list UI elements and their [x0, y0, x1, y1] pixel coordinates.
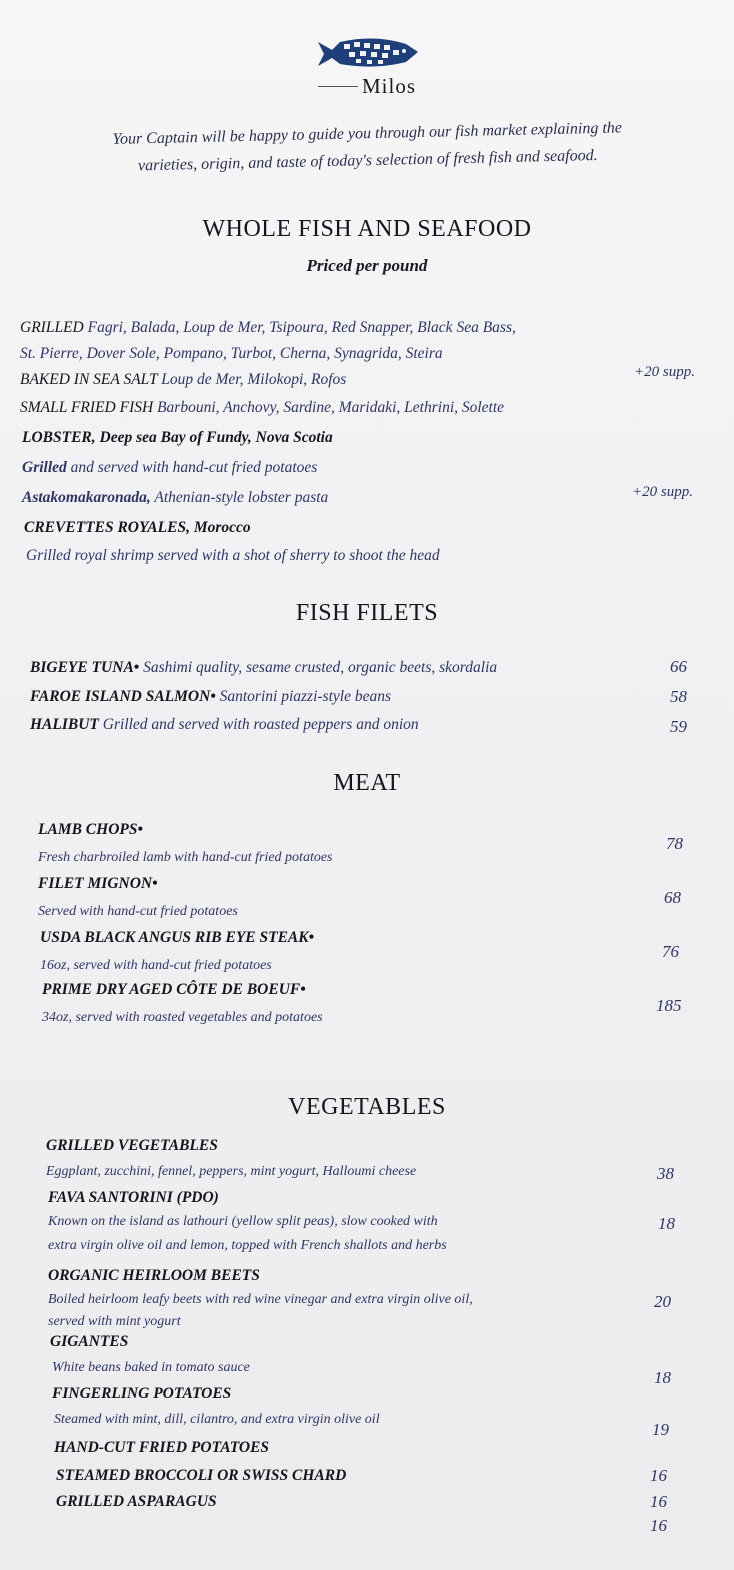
grilled-label: GRILLED [20, 319, 84, 336]
veg-item-name [48, 1266, 260, 1286]
lobster-grilled-desc: and served with hand-cut fried potatoes [66, 459, 318, 476]
veg-item-desc [52, 1358, 250, 1378]
item-name: PRIME DRY AGED CÔTE DE BOEUF• [42, 981, 306, 998]
meat-item-name [42, 980, 306, 1000]
item-desc: White beans baked in tomato sauce [52, 1360, 250, 1375]
meat-item-desc [40, 956, 272, 976]
veg-item-desc [48, 1312, 181, 1332]
item-price: 16 [650, 1466, 667, 1485]
item-desc: Served with hand-cut fried potatoes [38, 904, 238, 919]
veg-item-name [48, 1188, 219, 1208]
item-desc: served with mint yogurt [48, 1314, 181, 1329]
veg-item-name [54, 1438, 269, 1458]
item-desc: Grilled and served with roasted peppers and onion [98, 716, 419, 733]
item-desc: Santorini piazzi-style beans [215, 688, 391, 705]
veg-item-name [56, 1492, 217, 1512]
item-desc: Sashimi quality, sesame crusted, organic beets, skordalia [139, 659, 498, 676]
meat-item-desc [38, 902, 238, 922]
lobster-label: LOBSTER, Deep sea Bay of Fundy, Nova Scotia [22, 429, 333, 446]
grilled-line-2 [20, 344, 443, 364]
veg-item-name [46, 1136, 218, 1156]
item-price: 185 [656, 996, 682, 1015]
crevettes-line [24, 518, 251, 538]
veg-item-name [50, 1332, 128, 1352]
item-name: GRILLED VEGETABLES [46, 1137, 218, 1154]
meat-item-desc [42, 1008, 323, 1028]
fish-filets-title: FISH FILETS [295, 600, 439, 626]
item-price: 58 [670, 687, 687, 706]
veg-item-desc [46, 1162, 416, 1182]
veg-item-desc [48, 1290, 473, 1310]
item-name: LAMB CHOPS• [38, 821, 143, 838]
intro-line: varieties, origin, and taste of today's selection of fresh fish and seafood. [137, 146, 598, 175]
item-desc: Known on the island as lathouri (yellow split peas), slow cooked with [48, 1214, 438, 1229]
menu-item [30, 687, 391, 707]
item-desc: Steamed with mint, dill, cilantro, and extra virgin olive oil [54, 1412, 380, 1427]
brand-row [0, 74, 734, 99]
pasta-label: Astakomakaronada, [22, 489, 151, 506]
item-desc: extra virgin olive oil and lemon, topped with French shallots and herbs [48, 1238, 447, 1253]
fish-mosaic-logo-icon [314, 36, 420, 70]
item-price: 16 [650, 1492, 667, 1511]
meat-item-name [38, 874, 158, 894]
item-price: 59 [670, 717, 687, 736]
pasta-desc: Athenian-style lobster pasta [150, 489, 329, 506]
meat-item-name [38, 820, 143, 840]
veg-item-name [52, 1384, 231, 1404]
item-price: 20 [654, 1292, 671, 1311]
item-name: STEAMED BROCCOLI OR SWISS CHARD [56, 1467, 347, 1484]
item-name: USDA BLACK ANGUS RIB EYE STEAK• [40, 929, 315, 946]
item-name: HAND-CUT FRIED POTATOES [54, 1439, 270, 1456]
item-desc: 16oz, served with hand-cut fried potatoes [40, 958, 272, 973]
item-name: FINGERLING POTATOES [52, 1385, 232, 1402]
baked-label: BAKED IN SEA SALT [20, 371, 158, 388]
lobster-grilled-line [22, 458, 317, 478]
whole-fish-title: WHOLE FISH AND SEAFOOD [202, 216, 532, 242]
pasta-supp: +20 supp. [632, 484, 693, 500]
intro-line: Your Captain will be happy to guide you through our fish market explaining the [112, 119, 623, 148]
baked-desc: Loup de Mer, Milokopi, Rofos [157, 371, 347, 388]
intro-text [22, 112, 713, 182]
lobster-line [22, 428, 333, 448]
item-price: 76 [662, 942, 679, 961]
meat-title: MEAT [333, 770, 401, 796]
fried-label: SMALL FRIED FISH [20, 399, 154, 416]
veg-item-desc [54, 1410, 380, 1430]
crevettes-label: CREVETTES ROYALES, Morocco [24, 519, 251, 536]
crevettes-desc: Grilled royal shrimp served with a shot of sherry to shoot the head [26, 547, 440, 564]
item-name: FAROE ISLAND SALMON• [30, 688, 216, 705]
item-name: GIGANTES [50, 1333, 129, 1350]
pasta-line [22, 488, 328, 508]
vegetables-title: VEGETABLES [288, 1094, 446, 1120]
meat-item-desc [38, 848, 333, 868]
veg-item-name [56, 1466, 346, 1486]
meat-item-name [40, 928, 314, 948]
grilled-desc-2: St. Pierre, Dover Sole, Pompano, Turbot, Cherna, Synagrida, Steira [20, 345, 443, 362]
veg-item-desc [48, 1236, 447, 1256]
fried-line [20, 398, 504, 418]
grilled-line [20, 318, 516, 338]
brand-divider [318, 86, 358, 87]
item-desc: Fresh charbroiled lamb with hand-cut fried potatoes [38, 850, 333, 865]
baked-supp: +20 supp. [634, 364, 695, 380]
item-price: 19 [652, 1420, 669, 1439]
item-name: ORGANIC HEIRLOOM BEETS [48, 1267, 260, 1284]
item-price: 68 [664, 888, 681, 907]
item-name: FAVA SANTORINI (PDO) [48, 1189, 219, 1206]
item-price: 18 [658, 1214, 675, 1233]
whole-fish-subtitle: Priced per pound [306, 256, 428, 275]
item-price: 16 [650, 1516, 667, 1535]
crevettes-desc-line [26, 546, 440, 566]
veg-item-desc [48, 1212, 438, 1232]
menu-item [30, 715, 419, 735]
grilled-desc: Fagri, Balada, Loup de Mer, Tsipoura, Red Snapper, Black Sea Bass, [83, 319, 516, 336]
item-price: 78 [666, 834, 683, 853]
baked-line [20, 370, 346, 390]
item-name: HALIBUT [30, 716, 99, 733]
item-price: 18 [654, 1368, 671, 1387]
item-desc: 34oz, served with roasted vegetables and potatoes [42, 1010, 323, 1025]
item-price: 38 [657, 1164, 674, 1183]
item-name: FILET MIGNON• [38, 875, 158, 892]
item-desc: Boiled heirloom leafy beets with red wine vinegar and extra virgin olive oil, [48, 1292, 473, 1307]
brand-name: Milos [361, 74, 416, 98]
item-name: BIGEYE TUNA• [30, 659, 140, 676]
fried-desc: Barbouni, Anchovy, Sardine, Maridaki, Lethrini, Solette [153, 399, 505, 416]
item-price: 66 [670, 657, 687, 676]
item-desc: Eggplant, zucchini, fennel, peppers, mint yogurt, Halloumi cheese [46, 1164, 417, 1179]
lobster-grilled-label: Grilled [22, 459, 67, 476]
menu-item [30, 658, 497, 678]
item-name: GRILLED ASPARAGUS [56, 1493, 217, 1510]
